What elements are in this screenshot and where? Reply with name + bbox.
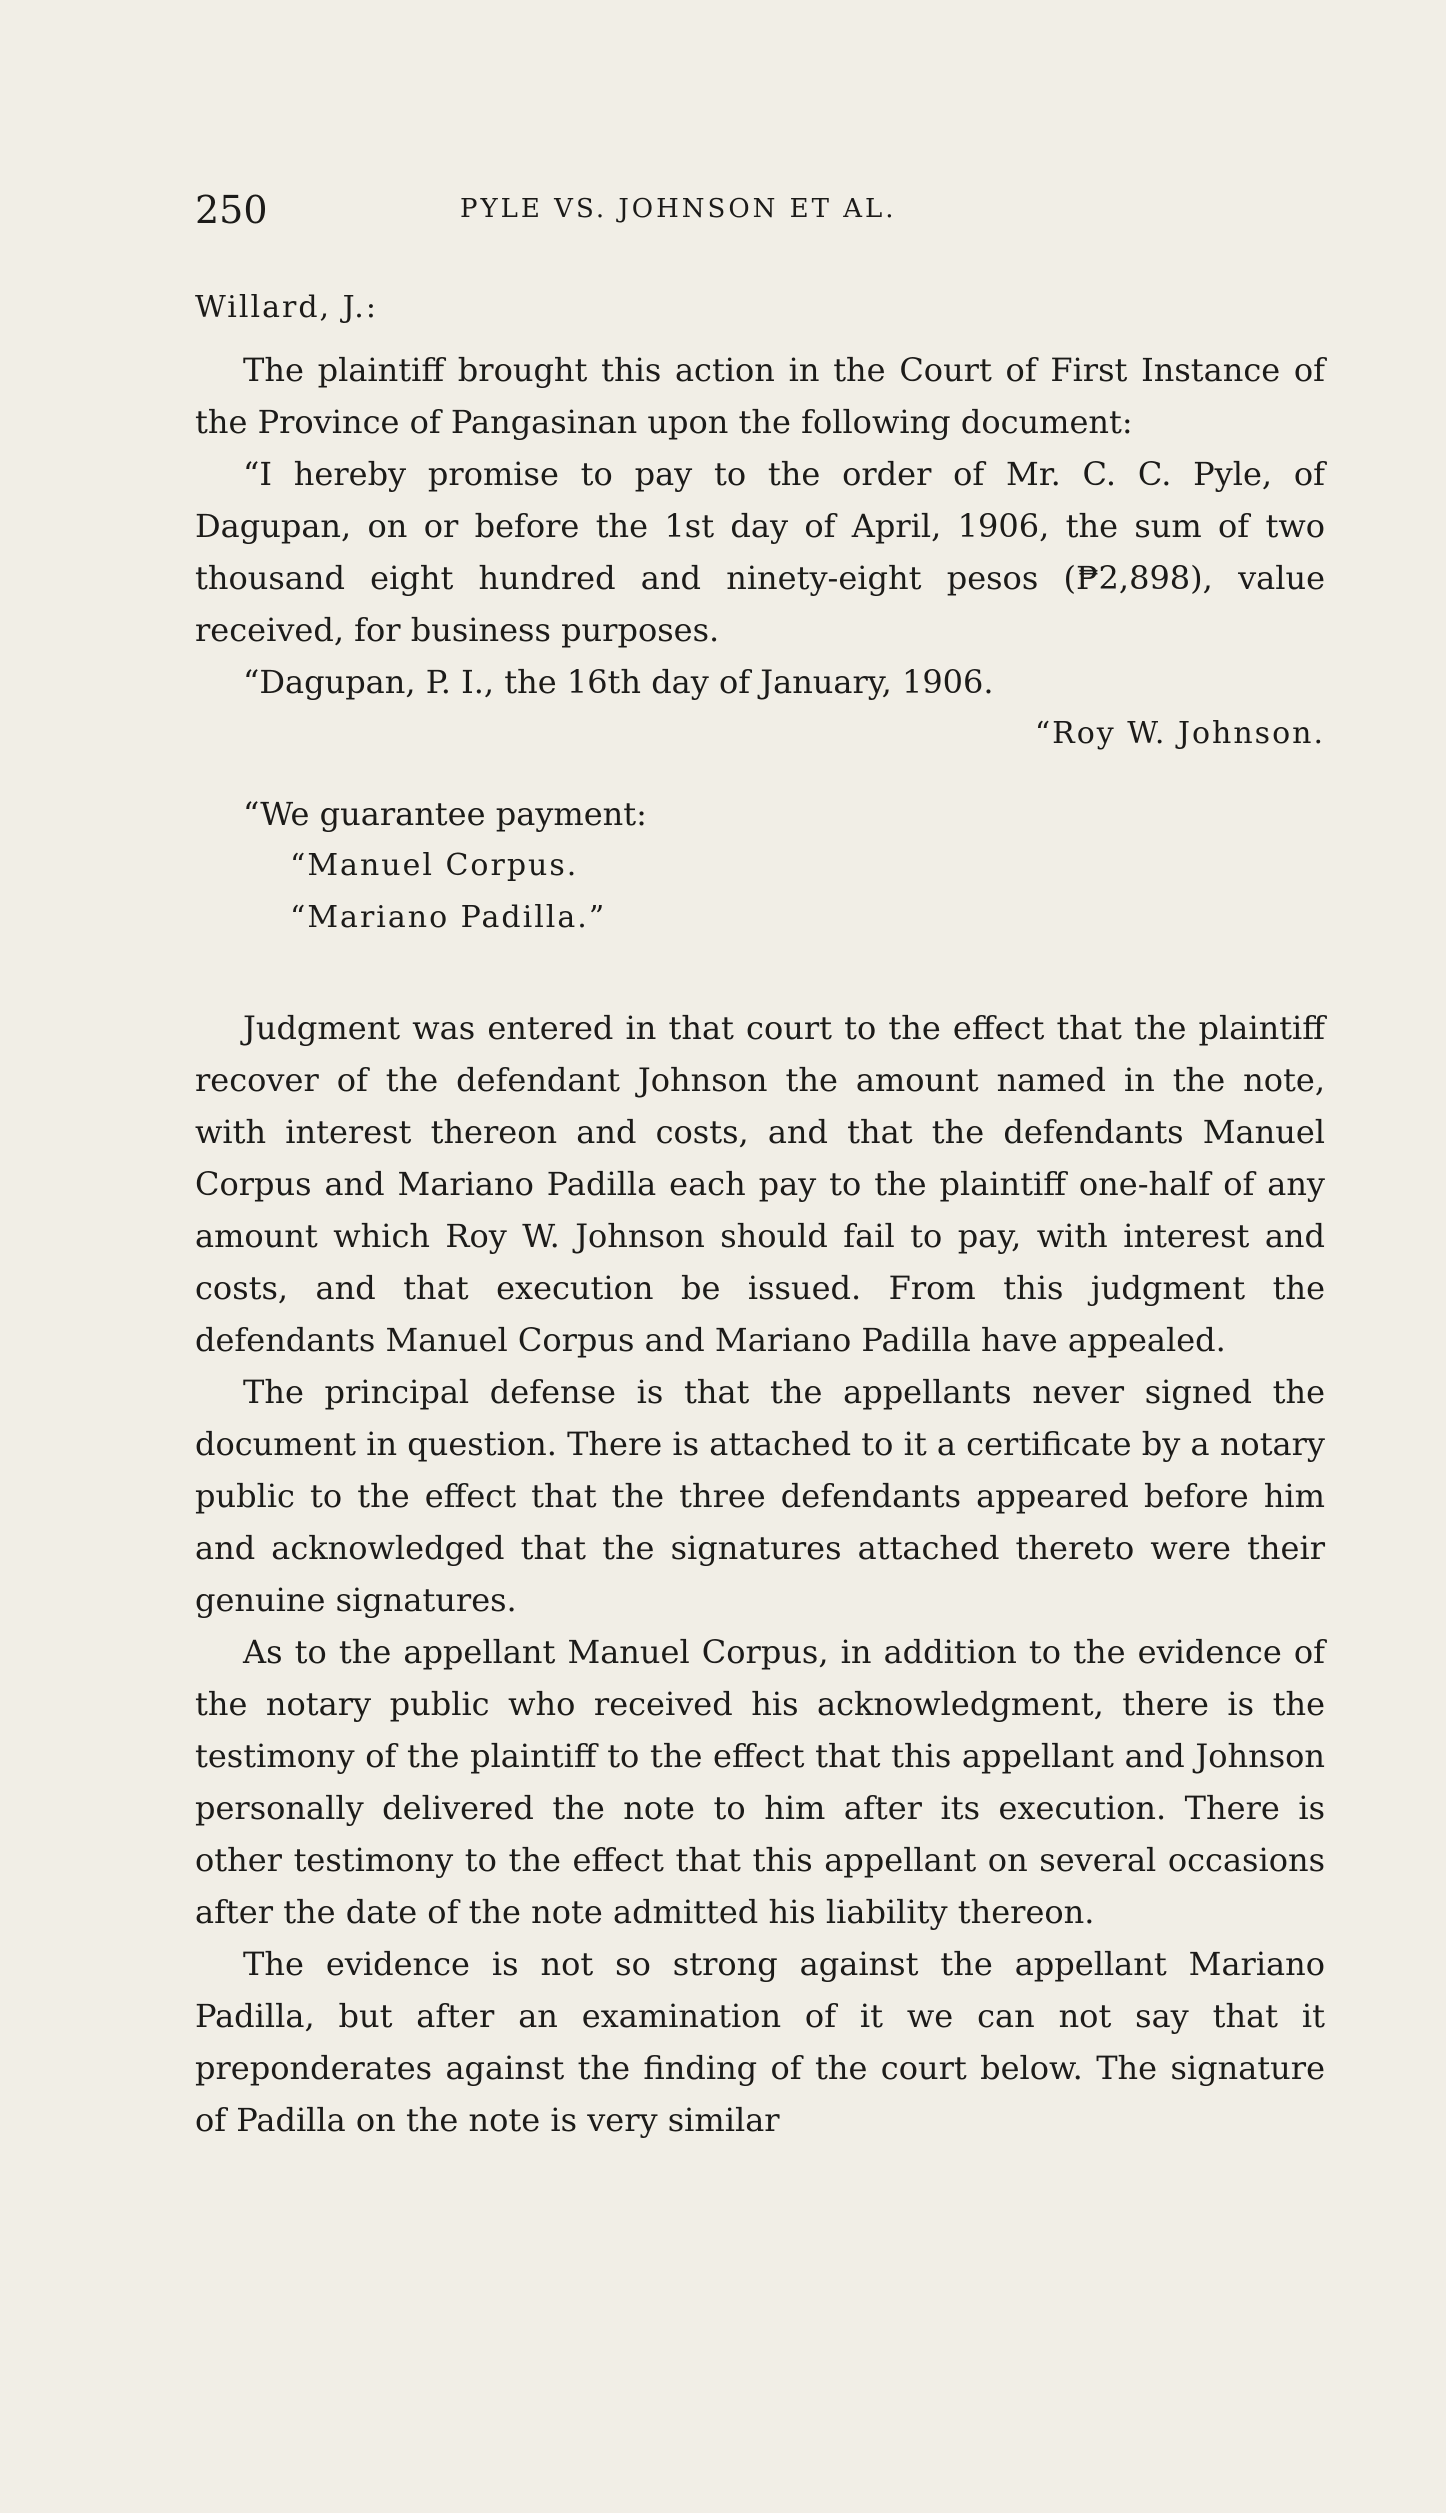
promissory-note-body: “I hereby promise to pay to the order of Mr. C. C. Pyle, of Dagupan, on or before the 1st day of April, 1906, the sum of two thousand eight hundred and ninety-eight pesos (₱2,898), value received, for business purposes.	[195, 455, 1325, 649]
paragraph: The evidence is not so strong against the appellant Mariano Padilla, but after an examination of it we can not say that it preponderates against the finding of the court below. The signature of Padilla on the note is very similar	[195, 1945, 1325, 2139]
note-place-date: “Dagupan, P. I., the 16th day of January, 1906.	[243, 663, 994, 701]
guarantee-line: “We guarantee payment:	[243, 795, 647, 833]
page-header	[195, 188, 1325, 248]
opinion-author: Willard, J.:	[195, 290, 378, 325]
intro-paragraph: The plaintiff brought this action in the Court of First Instance of the Province of Pangasinan upon the following document:	[195, 351, 1325, 441]
page-number: 250	[195, 188, 268, 232]
paragraph: Judgment was entered in that court to the effect that the plaintiff recover of the defendant Johnson the amount named in the note, with interest thereon and costs, and that the defendants Manuel Corpus and Mariano Padilla each pay to the plaintiff one-half of any amount which Roy W. Johnson should fail to pay, with interest and costs, and that execution be issued. From this judgment the defendants Manuel Corpus and Mariano Padilla have appealed.	[195, 1009, 1325, 1359]
body-text	[195, 282, 1325, 2146]
guarantor-signature: “Mariano Padilla.”	[290, 900, 607, 935]
paragraph: As to the appellant Manuel Corpus, in addition to the evidence of the notary public who received his acknowledgment, there is the testimony of the plaintiff to the effect that this appellant and Johnson personally delivered the note to him after its execution. There is other testimony to the effect that this appellant on several occasions after the date of the note admitted his liability thereon.	[195, 1633, 1325, 1931]
paragraph: The principal defense is that the appellants never signed the document in question. There is attached to it a certificate by a notary public to the effect that the three defendants appeared before him and acknowledged that the signatures attached thereto were their genuine signatures.	[195, 1373, 1325, 1619]
note-maker-signature: “Roy W. Johnson.	[1034, 716, 1325, 751]
guarantor-signature: “Manuel Corpus.	[290, 848, 579, 883]
running-head: PYLE VS. JOHNSON ET AL.	[460, 194, 897, 224]
